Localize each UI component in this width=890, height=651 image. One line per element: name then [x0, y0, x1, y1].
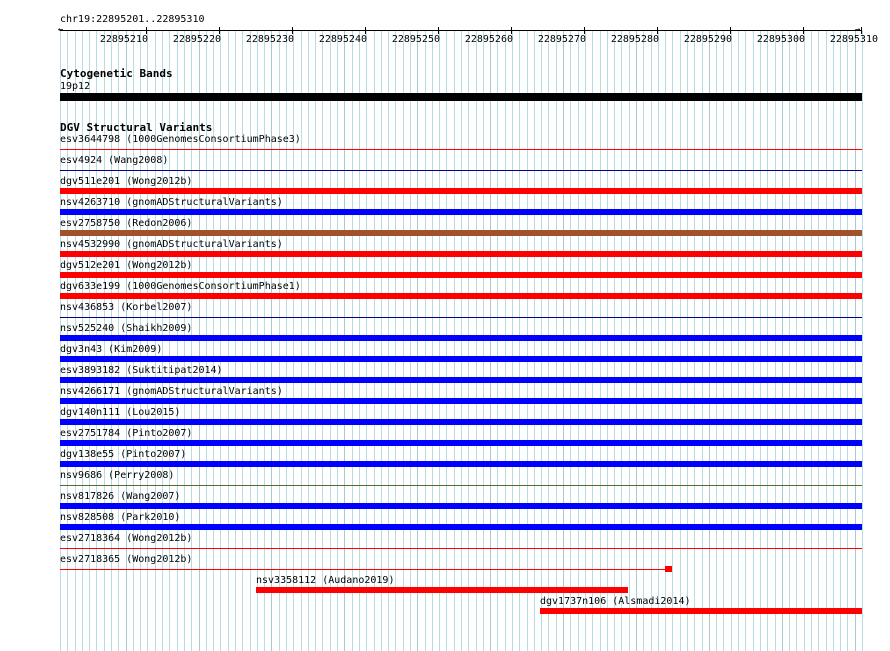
variant-label[interactable]: esv2718365 (Wong2012b) [60, 554, 193, 565]
variant-label[interactable]: dgv511e201 (Wong2012b) [60, 176, 193, 187]
variant-label[interactable]: esv4924 (Wang2008) [60, 155, 169, 166]
ruler-tick [803, 27, 804, 34]
ruler-tick [219, 27, 220, 34]
ruler-tick-label: 22895220 [172, 34, 221, 45]
variant-bar[interactable] [60, 377, 862, 383]
variant-bar[interactable] [60, 149, 862, 150]
dgv-track-title[interactable]: DGV Structural Variants [60, 121, 213, 134]
cytoband-track-title[interactable]: Cytogenetic Bands [60, 67, 173, 80]
variant-bar[interactable] [540, 608, 862, 614]
variant-label[interactable]: esv2758750 (Redon2006) [60, 218, 193, 229]
ruler-tick-label: 22895270 [537, 34, 586, 45]
ruler-tick-label: 22895230 [245, 34, 294, 45]
ruler-tick [292, 27, 293, 34]
variant-bar[interactable] [60, 569, 665, 570]
cytoband-label: 19p12 [60, 81, 91, 92]
ruler-tick [438, 27, 439, 34]
ruler-tick [730, 27, 731, 34]
variant-label[interactable]: nsv828508 (Park2010) [60, 512, 181, 523]
grid-line [862, 30, 863, 651]
variant-bar[interactable] [60, 485, 862, 486]
ruler-tick-label: 22895290 [683, 34, 732, 45]
ruler-line [60, 30, 862, 31]
variant-label[interactable]: nsv3358112 (Audano2019) [256, 575, 395, 586]
variant-label[interactable]: esv3893182 (Suktitipat2014) [60, 365, 223, 376]
variant-bar[interactable] [60, 188, 862, 194]
variant-bar[interactable] [60, 548, 862, 549]
variant-label[interactable]: nsv4532990 (gnomADStructuralVariants) [60, 239, 283, 250]
variant-label[interactable]: nsv4266171 (gnomADStructuralVariants) [60, 386, 283, 397]
ruler-tick-label: 22895260 [464, 34, 513, 45]
variant-bar[interactable] [60, 230, 862, 236]
cytoband-bar[interactable] [60, 93, 862, 101]
variant-bar[interactable] [60, 251, 862, 257]
ruler-tick [511, 27, 512, 34]
ruler-tick-label: 22895310 [829, 34, 878, 45]
variant-label[interactable]: dgv3n43 (Kim2009) [60, 344, 163, 355]
ruler-tick [146, 27, 147, 34]
ruler-tick-label: 22895210 [99, 34, 148, 45]
variant-label[interactable]: dgv138e55 (Pinto2007) [60, 449, 187, 460]
variant-label[interactable]: nsv436853 (Korbel2007) [60, 302, 193, 313]
variant-label[interactable]: nsv4263710 (gnomADStructuralVariants) [60, 197, 283, 208]
variant-label[interactable]: nsv9686 (Perry2008) [60, 470, 175, 481]
ruler-right-arrow-icon: → [855, 25, 861, 35]
variant-label[interactable]: dgv633e199 (1000GenomesConsortiumPhase1) [60, 281, 301, 292]
variant-bar[interactable] [60, 440, 862, 446]
variant-bar[interactable] [60, 317, 862, 318]
variant-bar[interactable] [60, 335, 862, 341]
variant-bar[interactable] [60, 209, 862, 215]
variant-bar[interactable] [60, 272, 862, 278]
variant-bar[interactable] [60, 170, 862, 171]
variant-bar[interactable] [60, 524, 862, 530]
variant-label[interactable]: dgv140n111 (Lou2015) [60, 407, 181, 418]
variant-bar[interactable] [60, 419, 862, 425]
ruler-tick [657, 27, 658, 34]
ruler-tick [861, 27, 862, 34]
variant-label[interactable]: nsv817826 (Wang2007) [60, 491, 181, 502]
coordinate-label: chr19:22895201..22895310 [60, 14, 205, 25]
ruler-tick [365, 27, 366, 34]
ruler-tick-label: 22895240 [318, 34, 367, 45]
variant-bar[interactable] [60, 356, 862, 362]
ruler-tick-label: 22895280 [610, 34, 659, 45]
variant-label[interactable]: dgv1737n106 (Alsmadi2014) [540, 596, 691, 607]
ruler-tick [584, 27, 585, 34]
variant-bar[interactable] [60, 461, 862, 467]
variant-label[interactable]: esv3644798 (1000GenomesConsortiumPhase3) [60, 134, 301, 145]
variant-label[interactable]: esv2751784 (Pinto2007) [60, 428, 193, 439]
ruler-left-arrow-icon: ← [58, 25, 64, 35]
variant-label[interactable]: esv2718364 (Wong2012b) [60, 533, 193, 544]
variant-bar[interactable] [256, 587, 628, 593]
variant-bar[interactable] [60, 503, 862, 509]
variant-bar[interactable] [60, 398, 862, 404]
ruler-tick-label: 22895250 [391, 34, 440, 45]
ruler-tick-label: 22895300 [756, 34, 805, 45]
variant-label[interactable]: nsv525240 (Shaikh2009) [60, 323, 193, 334]
variant-bar-block[interactable] [665, 566, 672, 572]
variant-label[interactable]: dgv512e201 (Wong2012b) [60, 260, 193, 271]
variant-bar[interactable] [60, 293, 862, 299]
